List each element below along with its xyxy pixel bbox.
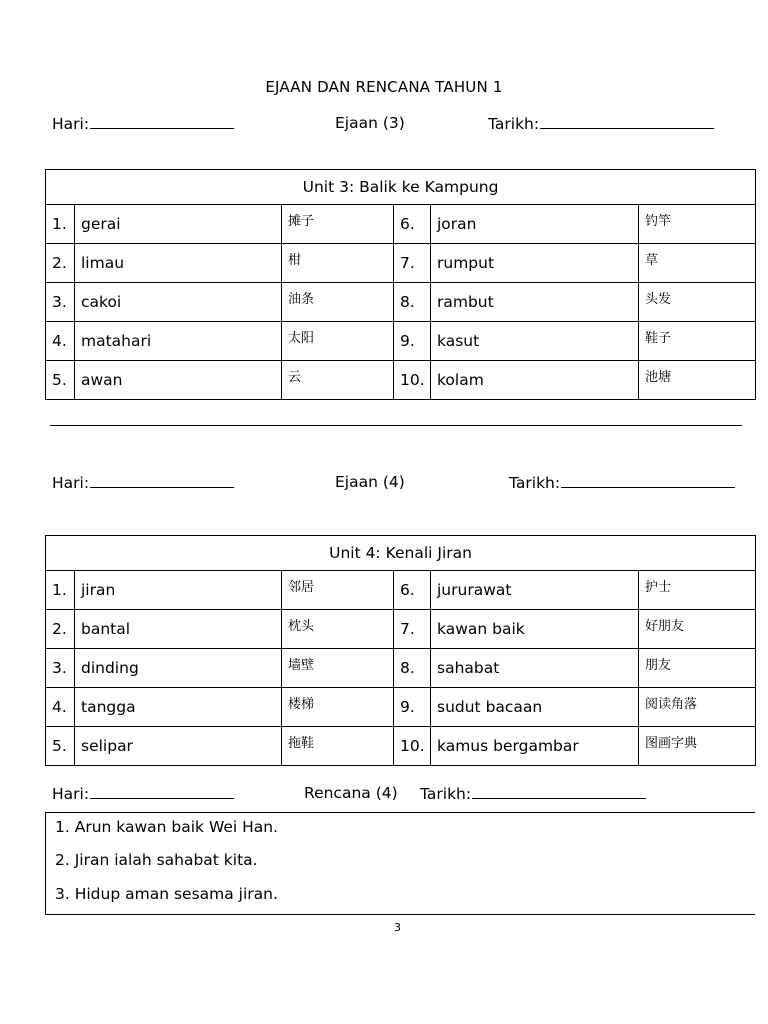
tarikh-field-1[interactable] — [488, 114, 714, 133]
ejaan-label-2: Ejaan (4) — [335, 473, 405, 491]
table-row — [46, 283, 756, 322]
malay-word: gerai — [75, 205, 282, 244]
chinese-word: 好朋友 — [639, 610, 756, 649]
hari-field-3[interactable] — [52, 784, 234, 803]
row-number: 4. — [46, 688, 75, 727]
malay-word: jiran — [75, 571, 282, 610]
malay-word: joran — [431, 205, 639, 244]
table-row — [46, 688, 756, 727]
row-number: 5. — [46, 361, 75, 400]
hari-blank[interactable] — [90, 784, 234, 799]
sentence-item: 2. Jiran ialah sahabat kita. — [55, 851, 258, 869]
malay-word: kolam — [431, 361, 639, 400]
malay-word: limau — [75, 244, 282, 283]
row-number: 8. — [394, 283, 431, 322]
page-number: 3 — [394, 921, 401, 934]
table-row — [46, 649, 756, 688]
malay-word: sudut bacaan — [431, 688, 639, 727]
malay-word: selipar — [75, 727, 282, 766]
row-number: 5. — [46, 727, 75, 766]
row-number: 1. — [46, 205, 75, 244]
chinese-word: 楼梯 — [282, 688, 394, 727]
row-number: 1. — [46, 571, 75, 610]
tarikh-label: Tarikh: — [488, 115, 540, 133]
unit-title: Unit 4: Kenali Jiran — [46, 536, 756, 571]
rencana-label: Rencana (4) — [304, 784, 398, 802]
row-number: 7. — [394, 610, 431, 649]
unit-title: Unit 3: Balik ke Kampung — [46, 170, 756, 205]
row-number: 9. — [394, 322, 431, 361]
tarikh-field-2[interactable] — [509, 473, 735, 492]
table-row — [46, 571, 756, 610]
malay-word: kasut — [431, 322, 639, 361]
rencana-sentence-box — [45, 812, 755, 915]
malay-word: matahari — [75, 322, 282, 361]
ejaan-label-1: Ejaan (3) — [335, 114, 405, 132]
hari-label: Hari: — [52, 785, 90, 803]
chinese-word: 鞋子 — [639, 322, 756, 361]
malay-word: sahabat — [431, 649, 639, 688]
chinese-word: 拖鞋 — [282, 727, 394, 766]
malay-word: cakoi — [75, 283, 282, 322]
chinese-word: 太阳 — [282, 322, 394, 361]
hari-label: Hari: — [52, 474, 90, 492]
chinese-word: 草 — [639, 244, 756, 283]
chinese-word: 护士 — [639, 571, 756, 610]
chinese-word: 图画字典 — [639, 727, 756, 766]
malay-word: kamus bergambar — [431, 727, 639, 766]
row-number: 3. — [46, 649, 75, 688]
row-number: 7. — [394, 244, 431, 283]
chinese-word: 池塘 — [639, 361, 756, 400]
malay-word: tangga — [75, 688, 282, 727]
row-number: 3. — [46, 283, 75, 322]
chinese-word: 邻居 — [282, 571, 394, 610]
page-title: EJAAN DAN RENCANA TAHUN 1 — [265, 78, 503, 96]
hari-field-2[interactable] — [52, 473, 234, 492]
chinese-word: 阅读角落 — [639, 688, 756, 727]
tarikh-blank[interactable] — [561, 473, 735, 488]
chinese-word: 钓竿 — [639, 205, 756, 244]
table-row — [46, 361, 756, 400]
malay-word: bantal — [75, 610, 282, 649]
row-number: 6. — [394, 571, 431, 610]
chinese-word: 摊子 — [282, 205, 394, 244]
row-number: 8. — [394, 649, 431, 688]
chinese-word: 头发 — [639, 283, 756, 322]
chinese-word: 云 — [282, 361, 394, 400]
table-row — [46, 322, 756, 361]
chinese-word: 油条 — [282, 283, 394, 322]
row-number: 4. — [46, 322, 75, 361]
hari-label: Hari: — [52, 115, 90, 133]
row-number: 2. — [46, 610, 75, 649]
hari-blank[interactable] — [90, 473, 234, 488]
table-row — [46, 727, 756, 766]
malay-word: rumput — [431, 244, 639, 283]
chinese-word: 柑 — [282, 244, 394, 283]
tarikh-blank[interactable] — [472, 784, 646, 799]
hari-field-1[interactable] — [52, 114, 234, 133]
table-row — [46, 205, 756, 244]
table-row — [46, 244, 756, 283]
malay-word: dinding — [75, 649, 282, 688]
chinese-word: 墙壁 — [282, 649, 394, 688]
malay-word: awan — [75, 361, 282, 400]
sentence-item: 1. Arun kawan baik Wei Han. — [55, 818, 279, 836]
tarikh-field-3[interactable] — [420, 784, 646, 803]
row-number: 10. — [394, 361, 431, 400]
malay-word: jururawat — [431, 571, 639, 610]
row-number: 6. — [394, 205, 431, 244]
row-number: 2. — [46, 244, 75, 283]
tarikh-label: Tarikh: — [509, 474, 561, 492]
section-divider — [50, 425, 742, 426]
row-number: 10. — [394, 727, 431, 766]
row-number: 9. — [394, 688, 431, 727]
malay-word: kawan baik — [431, 610, 639, 649]
word-table-unit-4 — [45, 535, 756, 766]
table-row — [46, 610, 756, 649]
chinese-word: 朋友 — [639, 649, 756, 688]
hari-blank[interactable] — [90, 114, 234, 129]
sentence-item: 3. Hidup aman sesama jiran. — [55, 885, 278, 903]
tarikh-blank[interactable] — [540, 114, 714, 129]
word-table-unit-3 — [45, 169, 756, 400]
chinese-word: 枕头 — [282, 610, 394, 649]
tarikh-label: Tarikh: — [420, 785, 472, 803]
malay-word: rambut — [431, 283, 639, 322]
